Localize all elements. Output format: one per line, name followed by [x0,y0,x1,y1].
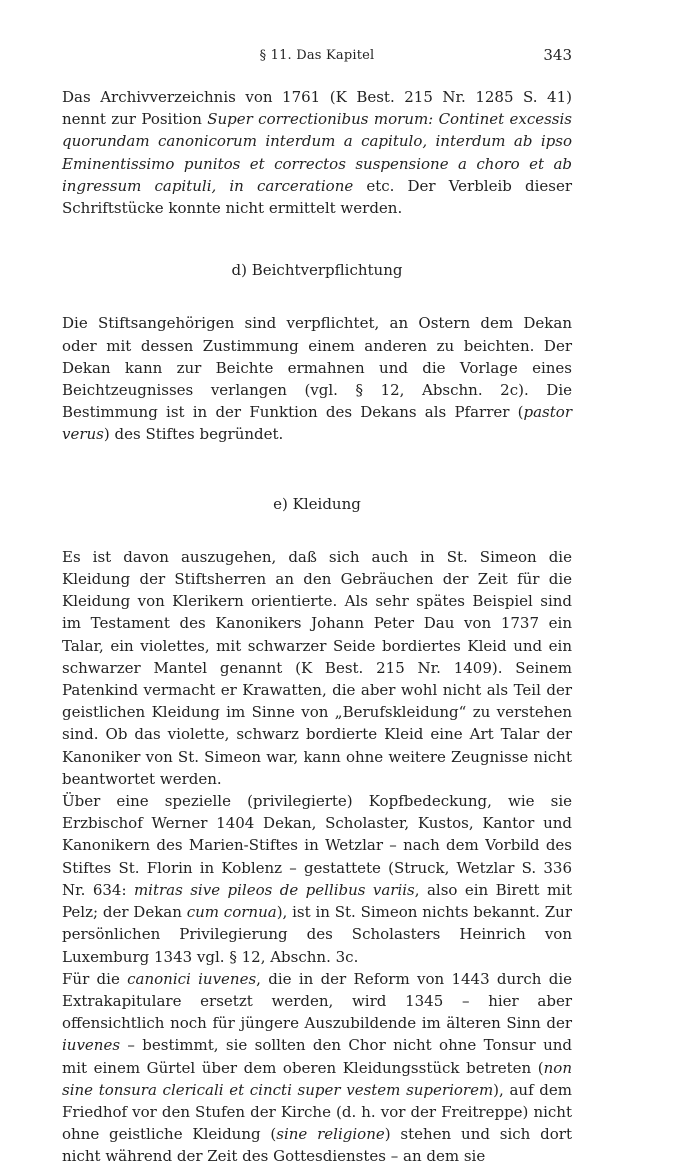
paragraph-archive [62,86,572,219]
paragraph-clothing-1: Es ist davon auszugehen, daß sich auch in St. Simeon die Kleidung der Stiftsherren an den Gebräuchen der Zeit für die Kleidung von Klerikern orientierte. Als sehr spätes Beispiel sind im Testament des Kanonikers Johann Peter Dau von 1737 ein Talar, ein violettes, mit schwarzer Seide bordiertes Kleid und ein schwarzer Mantel genannt (K Best. 215 Nr. 1409). Seinem Patenkind vermacht er Krawatten, die aber wohl nicht als Teil der geistlichen Kleidung im Sinne von „Berufskleidung“ zu verstehen sind. Ob das violette, schwarz bordierte Kleid eine Art Talar der Kanoniker von St. Simeon war, kann ohne weitere Zeugnisse nicht beantwortet werden. [62,547,572,788]
latin-term: cum cornua [186,903,277,922]
text-run: etc. Der Verbleib dieser Schriftstücke konnte nicht ermittelt werden. [62,176,573,218]
text-run: Für die [62,969,128,988]
section-heading-e: e) Kleidung [273,494,361,513]
text-run: Über eine spezielle (privilegierte) Kopfbedeckung, wie sie Erzbischof Werner 1404 Dekan, Scholaster, Kustos, Kantor und Kanonikern des Marien-Stiftes in Wetzlar – nach dem Vorbild des Stiftes St. Florin in Koblenz – gestattete (Struck, Wetzlar S. 336 Nr. 634: [62,792,572,899]
text-run: ) des Stiftes begründet. [103,425,284,444]
text-run: – bestimmt, sie sollten den Chor nicht ohne Tonsur und mit einem Gürtel über dem oberen Kleidungsstück betreten ( [62,1036,572,1077]
text-run: ) stehen und sich dort nicht während der Zeit des Gottesdienstes – an dem sie [62,1125,572,1166]
latin-term: canonici iuvenes [127,969,257,988]
latin-term: pastor verus [62,403,572,444]
page-number: 343 [543,46,572,64]
page-body [62,86,572,1168]
section-heading-d: d) Beichtverpflichtung [231,261,403,280]
paragraph-confession [62,312,572,445]
latin-term: sine religione [276,1125,385,1144]
text-run: , die in der Reform von 1443 durch die Extrakapitulare ersetzt werden, wird 1345 – hier aber offensichtlich noch für jüngere Auszubildende im älteren Sinn der [62,969,572,1033]
paragraph-clothing-2 [62,790,572,968]
running-head: § 11. Das Kapitel [259,48,375,63]
text-run: , also ein Birett mit Pelz; der Dekan [62,880,572,922]
page-header [62,48,572,70]
latin-term: non sine tonsura clericali et cincti super vestem superiorem [62,1058,572,1099]
latin-quote: Super correctionibus morum: Continet excessis quorundam canonicorum interdum a capitulo, interdum ab ipso Eminentissimo punitos et correctos suspensione a choro et ab ingressum capituli, in carceratione [62,110,573,195]
text-run: ), auf dem Friedhof vor den Stufen der Kirche (d. h. vor der Freitreppe) nicht ohne geistliche Kleidung ( [62,1080,572,1144]
text-run: ), ist in St. Simeon nichts bekannt. Zur persönlichen Privilegierung des Scholasters Heinrich von Luxemburg 1343 vgl. § 12, Abschn. 3c. [62,903,572,966]
text-run: Das Archivverzeichnis von 1761 (K Best. 215 Nr. 1285 S. 41) nennt zur Position [62,88,572,129]
latin-term: iuvenes [62,1036,121,1055]
text-run: Die Stiftsangehörigen sind verpflichtet, an Ostern dem Dekan oder mit dessen Zustimmung einem anderen zu beichten. Der Dekan kann zur Beichte ermahnen und die Vorlage eines Beichtzeugnisses verlangen (vgl. § 12, Abschn. 2c). Die Bestimmung ist in der Funktion des Dekans als Pfarrer ( [62,314,572,422]
paragraph-clothing-3 [62,968,572,1168]
latin-term: mitras sive pileos de pellibus variis [133,880,415,899]
